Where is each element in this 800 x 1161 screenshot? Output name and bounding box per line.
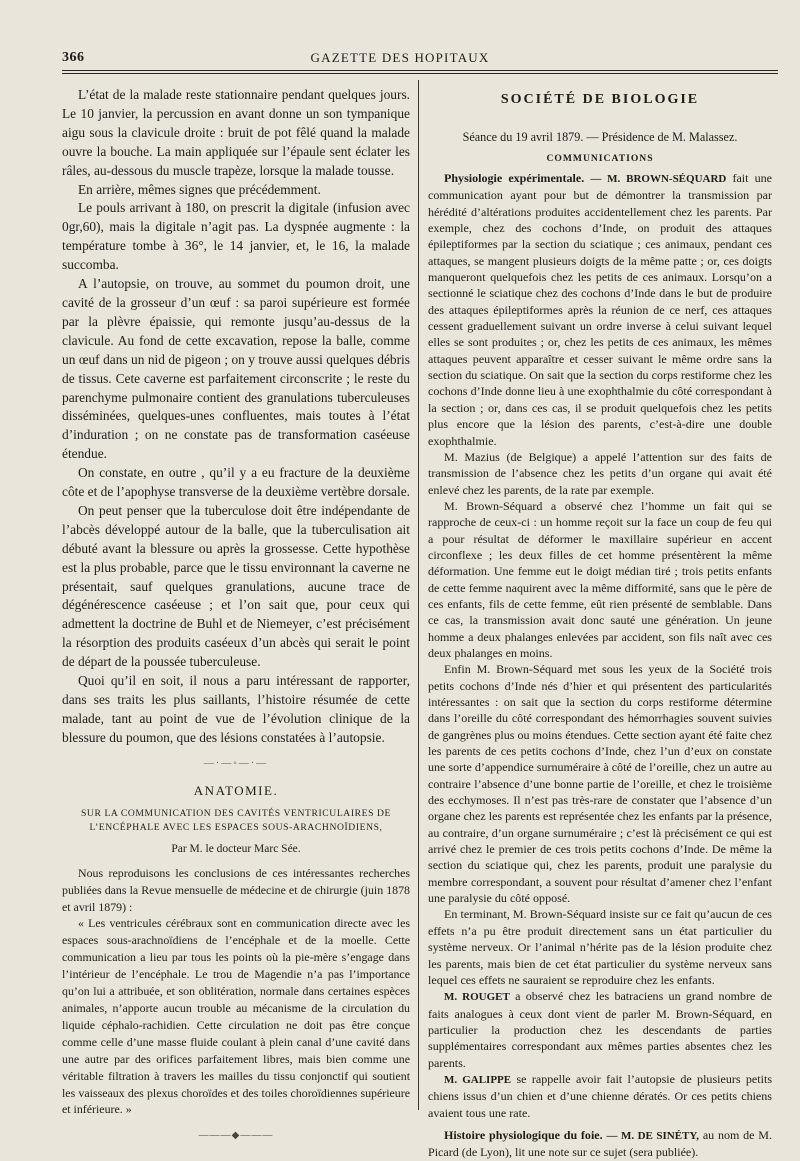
paragraph — [428, 1071, 772, 1121]
right-column — [428, 90, 772, 1161]
paragraph-text: fait une communication ayant pour but de démontrer la transmission par hérédité d’altérations produites accidentellement chez les parents. Par exemple, chez des cochons d’Inde, on produit des attaques épileptiformes par la section du sciatique ; ces animaux, pendant ces attaques, se mangent plusieurs doigts de la même patte ; or, ces doigts manqueront quelquefois chez les petits de ces animaux. Lorsqu’on a sectionné le sciatique chez des cochons d’Inde dans le but de produire des attaques épileptiformes après la réunion de ce nerf, ces attaques cessent graduellement suivant un ordre inverse à celui suivant lequel elles se sont produites ; or, chez les petits de ces animaux, les mêmes attaques peuvent apparaître et cesser suivant le même ordre sans la section du sciatique. On sait que la section du corps restiforme chez les cochons d’Inde donne lieu à une exophthalmie du côté correspondant à la section ; or, dans ces cas, il se produit quelquefois chez les petits plus encore que la lésion des parents, c’est-à-dire une double exophthalmie. — [428, 171, 772, 448]
case-report — [62, 86, 410, 748]
seance-line: Séance du 19 avril 1879. — Présidence de M. Malassez. — [462, 130, 738, 144]
paragraph — [428, 170, 772, 449]
communications-heading: COMMUNICATIONS — [546, 153, 654, 164]
paragraph: M. Mazius (de Belgique) a appelé l’attention sur des faits de transmission de l’absence chez les petits d’un organe qui avait été enlevé chez les parents, de la rate par exemple. — [428, 449, 772, 497]
paragraph: On peut penser que la tuberculose doit être indépendante de l’abcès développé autour de la balle, que la tuberculisation ait débuté avant la blessure ou après la grossesse. Cette hypothèse est la plus probable, parce que le tissu environnant la caverne ne présentait, sauf quelques granulations, aucune trace de dégénérescence caséeuse ; et l’on sait que, pour ceux qui admettent la doctrine de Buhl et de Niemeyer, c’est précisément la résorption des produits caséeux d’un abcès qui serait le point de départ de la poussée tuberculeuse. — [62, 502, 410, 670]
paragraph: On constate, en outre , qu’il y a eu fracture de la deuxième côte et de l’apophyse transverse de la deuxième vertèbre dorsale. — [62, 465, 410, 500]
society-title: SOCIÉTÉ DE BIOLOGIE — [500, 92, 700, 107]
subject-heading: Physiologie expérimentale. — [444, 171, 585, 185]
paragraph — [428, 1127, 772, 1161]
column-divider — [418, 80, 419, 1110]
society-text — [428, 170, 772, 1161]
quote-paragraph: « Les ventricules cérébraux sont en communication directe avec les espaces sous-arachnoïdiens de l’encéphale et de la moelle. Cette communication a lieu par tous les points où la pie-mère s’engage dans l’intérieur de l’encéphale. Le trou de Magendie n’a pas l’importance qu’on lui a attribuée, et son oblitération, normale dans certaines espèces animales, n’apporte aucun trouble au mécanisme de la circulation du liquide céphalo-rachidien. Cette circulation ne doit pas être conçue comme celle d’une masse fluide coulant à plein canal d’une cavité dans une autre par des orifices parfaitement libres, mais bien comme une véritable filtration à travers les mailles du tissu conjonctif qui soutient les vaisseaux des plexus choroïdes et des toiles choroïdiennes supérieure et inférieure. » — [62, 916, 410, 1117]
paragraph: Enfin M. Brown-Séquard met sous les yeux de la Société trois petits cochons d’Inde nés d’hier et qui présentent des particularités intéressantes : on sait que la section du corps restiforme détermine dans l’oreille du côté correspondant des hémorrhagies souvent suivies de gangrènes plus ou moins étendues. Cette section ayant été faite chez les parents de ces petits cochons d’Inde, chez l’un d’eux on constate une sorte d’appendice surnuméraire à côté de l’oreille, chez un autre au contraire l’absence d’une bonne partie de l’oreille, et chez le troisième des ecchymoses. Il n’est pas très-rare de constater que l’absence d’un organe chez les parents est représentée chez les enfants par la présence, au contraire, d’un organe surnuméraire ; c’est là précisément ce qui est arrivé chez le premier de ces trois petits cochons d’Inde. De même la section du sciatique qui, chez les parents, produit une paralysie du membre correspondant, a souvent pour résultat d’amener chez l’enfant une paralysie du côté opposé. — [428, 662, 772, 906]
section-title: ANATOMIE. — [193, 782, 279, 798]
paragraph-text: au nom de M. Picard (de Lyon), lit une note sur ce sujet (sera publiée). — [428, 1127, 772, 1160]
section-ornament: —·—◦—·— — [203, 757, 269, 769]
author-name: — M. DE SINÉTY, — [606, 1129, 700, 1142]
paragraph: A l’autopsie, on trouve, au sommet du poumon droit, une cavité de la grosseur d’un œuf : sa paroi supérieure est formée par la plèvre épaissie, qui remonte jusqu’au-dessus de la clavicule. Au fond de cette excavation, repose la balle, comme un œuf dans un nid de pigeon ; on y trouve aussi quelques débris de tissus. Cete caverne est parfaitement circonscrite ; le reste du parenchyme pulmonaire contient des granulations tuberculeuses disséminées, quelques-unes confluentes, mais toutes à l’état d’induration ; on ne constate pas de transformation caséeuse étendue. — [62, 276, 410, 462]
header-rule — [62, 70, 778, 74]
paragraph: En arrière, mêmes signes que précédemment. — [78, 181, 321, 197]
byline: Par M. le docteur Marc Sée. — [171, 842, 301, 855]
paragraph-text: se rappelle avoir fait l’autopsie de plusieurs petits chiens issus d’un chien et d’une chienne dératés. Or ces petits chiens avaient tous une rate. — [428, 1071, 773, 1120]
author-name: M. ROUGET — [444, 991, 510, 1004]
left-column — [62, 86, 410, 1141]
section-subtitle: SUR LA COMMUNICATION DES CAVITÉS VENTRICULAIRES DE L’ENCÉPHALE AVEC LES ESPACES SOUS-ARACHNOÏDIENS, — [80, 807, 391, 833]
anatomie-text — [62, 865, 410, 1119]
paragraph: Le pouls arrivant à 180, on prescrit la digitale (infusion avec 0gr,60), mais la digitale n’agit pas. La dyspnée augmente : la température tombe à 36°, le 14 janvier, et, le 16, la malade succomba. — [62, 200, 410, 273]
paragraph — [428, 988, 772, 1071]
paragraph: En terminant, M. Brown-Séquard insiste sur ce fait qu’aucun de ces effets n’a pu être produit directement sans un état particulier du système nerveux. Or l’animal n’hérite pas de la lésion produite chez les parents, mais bien de cet état particulier du système nerveux sans lequel ces effets ne sauraient se reproduire chez les enfants. — [428, 907, 772, 987]
journal-title: GAZETTE DES HOPITAUX — [310, 50, 490, 65]
author-name: M. GALIPPE — [444, 1073, 512, 1086]
paragraph: Quoi qu’il en soit, il nous a paru intéressant de rapporter, dans ses traits les plus saillants, l’histoire résumée de cette malade, tant au point de vue de l’évolution clinique de la blessure du poumon, que des lésions constatées à l’autopsie. — [62, 673, 410, 745]
page-number: 366 — [62, 50, 85, 65]
paragraph: M. Brown-Séquard a observé chez l’homme un fait qui se rapproche de ceux-ci : un homme reçoit sur la face un coup de feu qui a pour résultat de déformer le maxillaire supérieur en accent circonflexe ; les deux filles de cet homme présentèrent la même déformation. Une femme eut le doigt médian tiré ; trois petits enfants de cette femme naquirent avec la même difformité, sans que le père de ces enfants, fils de cette femme, eût rien présenté de semblable. Dans ce cas, la transmission avait donc sauté une génération. Un jeune homme a deux phalanges enlevées par accident, son fils naît avec ces deux phalanges en moins. — [428, 498, 772, 660]
subject-heading: Histoire physiologique du foie. — [444, 1127, 603, 1142]
author-name: — M. BROWN-SÉQUARD — [590, 173, 727, 185]
paragraph: L’état de la malade reste stationnaire pendant quelques jours. Le 10 janvier, la percussion en avant donne un son tympanique aigu sous la clavicule droite : bruit de pot fêlé quand la malade ouvre la bouche. La main appliquée sur l’épaule sent éclater les râles, au-dessous du muscle trapèze, lorsque la malade tousse. — [62, 87, 410, 178]
end-ornament: ———◆——— — [198, 1130, 274, 1142]
paragraph-text: a observé chez les batraciens un grand nombre de faits analogues à ceux dont vient de parler M. Brown-Séquard, en particulier la production chez les descendants de parties supplémentaires correspondant aux mêmes parties absentes chez les parents. — [428, 989, 773, 1070]
paragraph: Nous reproduisons les conclusions de ces intéressantes recherches publiées dans la Revue mensuelle de médecine et de chirurgie (juin 1878 et avril 1879) : — [62, 865, 410, 914]
